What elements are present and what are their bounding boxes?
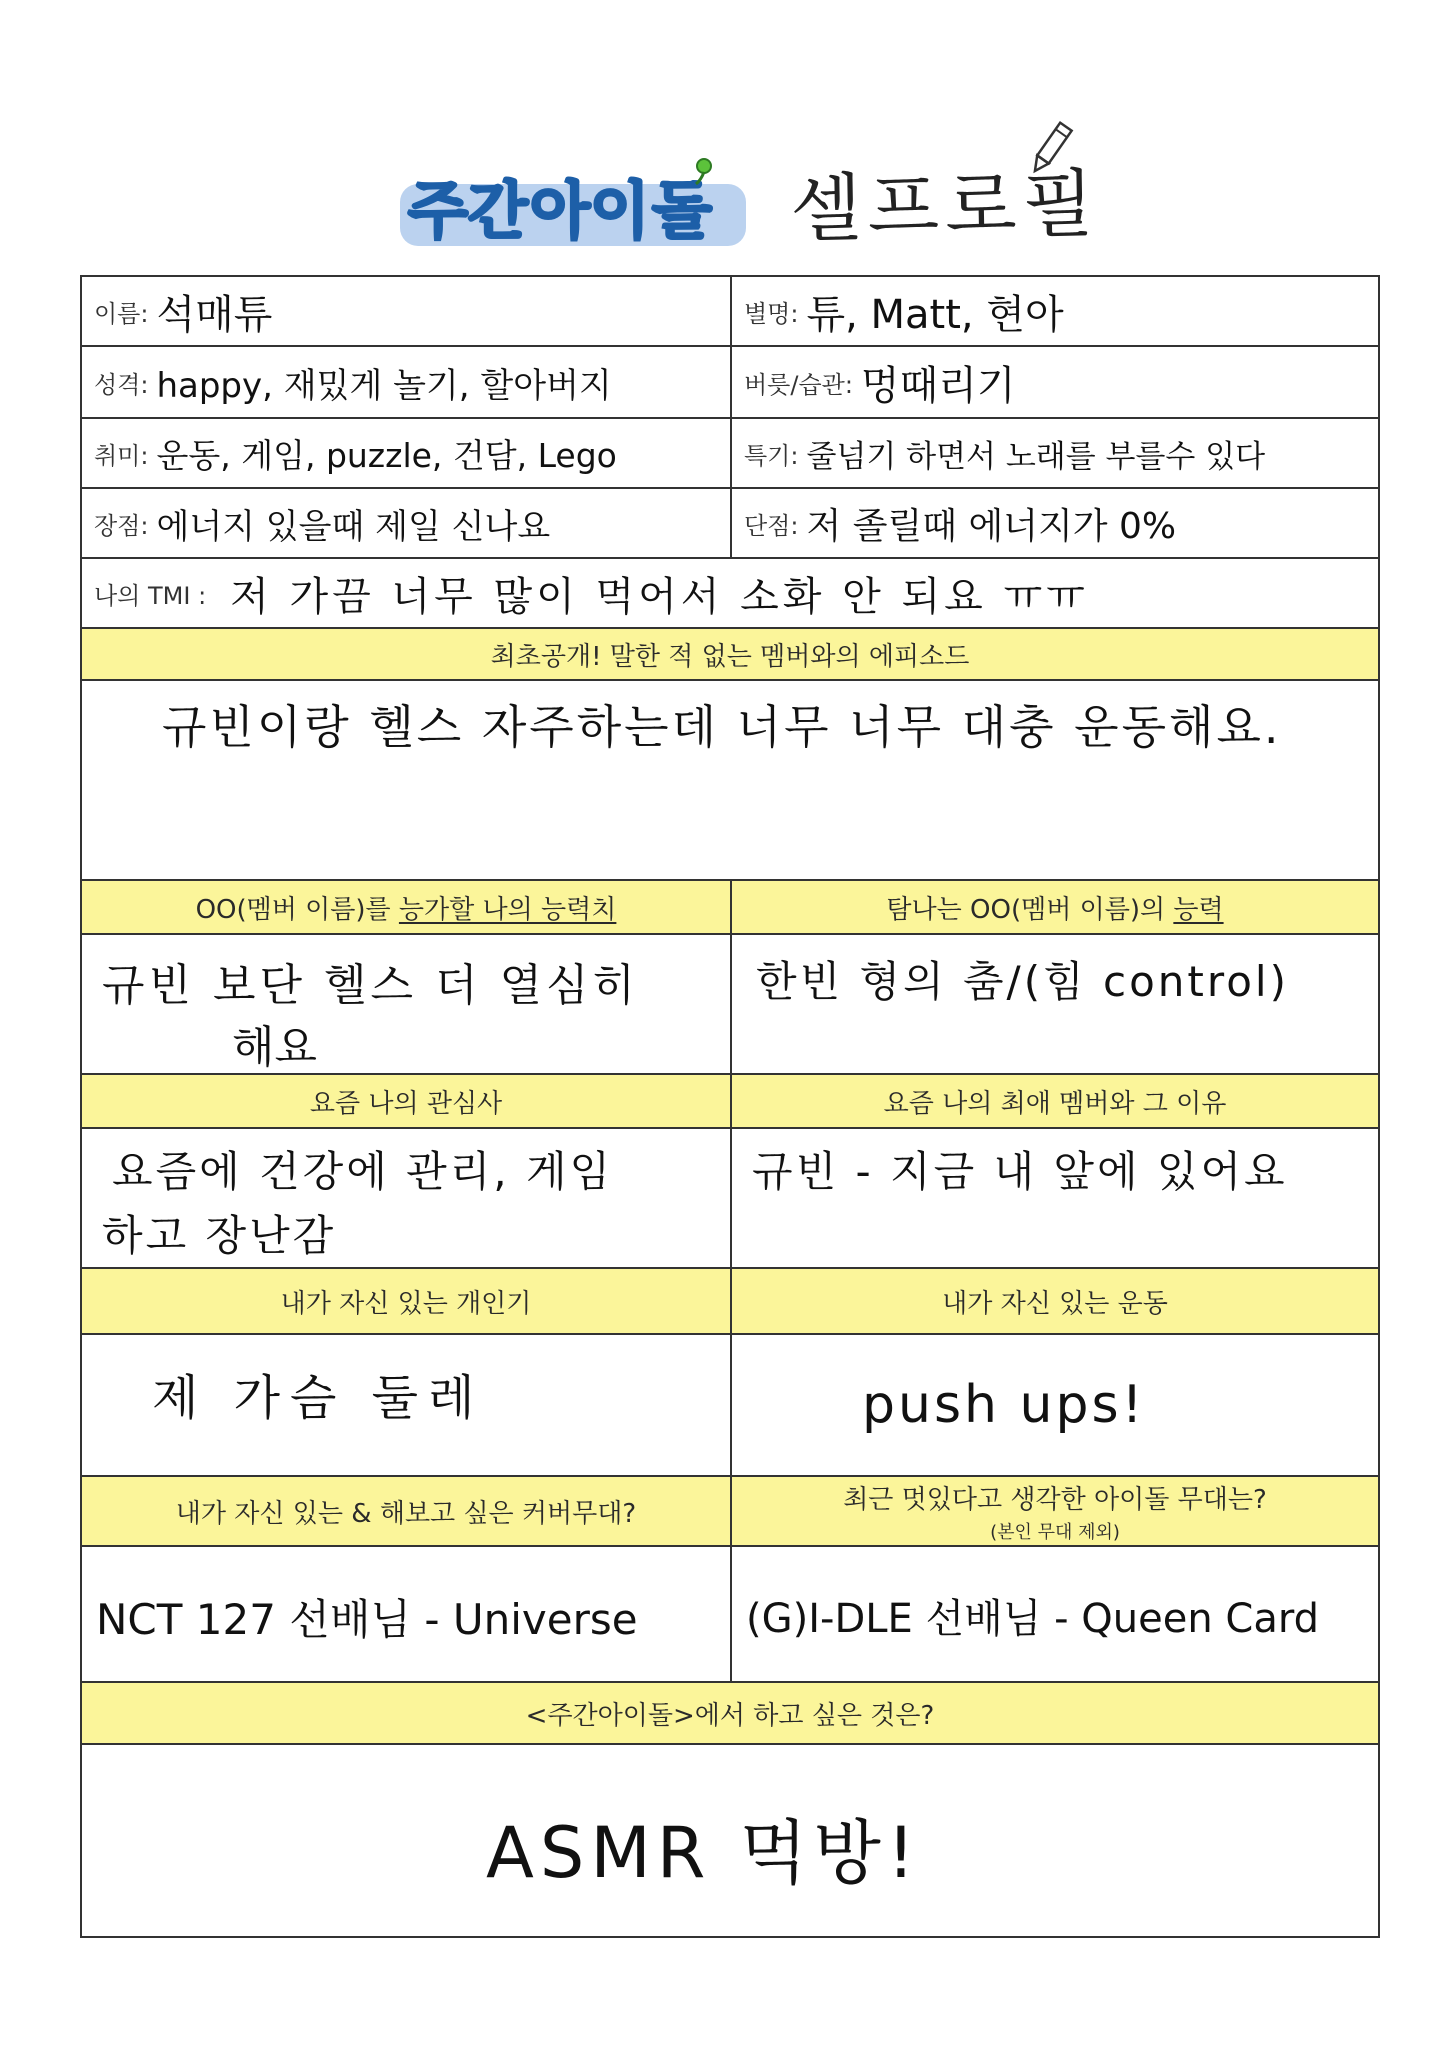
pencil-icon	[1028, 118, 1074, 178]
exercise-value-cell	[732, 1335, 1378, 1475]
row-interests-value	[82, 1129, 1378, 1269]
talent-label: 특기:	[744, 441, 799, 470]
surpass-ability-label-underlined: 능가할 나의 능력치	[398, 894, 617, 925]
row-episode-label	[82, 629, 1378, 681]
habit-cell	[732, 347, 1378, 417]
strength-label: 장점:	[94, 511, 149, 540]
surpass-ability-value-line1: 규빈 보단 헬스 더 열심히	[102, 960, 639, 1011]
talent-cell	[732, 419, 1378, 487]
logo-text-middle: 아이	[530, 174, 650, 247]
surpass-ability-value-line2: 해요	[232, 1022, 318, 1073]
recent-stage-value-cell	[732, 1547, 1378, 1681]
wish-value: ASMR 먹방!	[486, 1812, 921, 1894]
weakness-value: 저 졸릴때 에너지가 0%	[806, 505, 1177, 547]
episode-value-cell	[82, 681, 1378, 879]
name-value: 석매튜	[156, 291, 273, 338]
recent-stage-label-text: 최근 멋있다고 생각한 아이돌 무대는?	[843, 1484, 1267, 1515]
tmi-cell	[82, 559, 1378, 627]
profile-sheet	[80, 275, 1380, 1938]
habit-label: 버릇/습관:	[744, 370, 853, 399]
row-skills-value	[82, 1335, 1378, 1477]
recent-stage-label	[732, 1477, 1378, 1545]
page-title: 셀프로필	[789, 161, 1101, 253]
row-wish-value	[82, 1745, 1378, 1936]
interest-label-text: 요즘 나의 관심사	[309, 1088, 503, 1119]
recent-stage-sublabel: (본인 무대 제외)	[990, 1521, 1120, 1543]
covet-ability-label-prefix: 탐나는 OO(멤버 이름)의	[886, 894, 1174, 925]
covet-ability-value: 한빈 형의 춤/(힘 control)	[756, 957, 1289, 1006]
surpass-ability-label	[82, 881, 732, 933]
strength-cell	[82, 489, 732, 557]
row-wish-label	[82, 1683, 1378, 1745]
personal-skill-label	[82, 1269, 732, 1333]
surpass-ability-value-cell	[82, 935, 732, 1073]
cover-stage-value-cell	[82, 1547, 732, 1681]
talent-value: 줄넘기 하면서 노래를 부를수 있다	[806, 438, 1266, 475]
covet-ability-label	[732, 881, 1378, 933]
interest-value-cell	[82, 1129, 732, 1267]
name-cell	[82, 277, 732, 345]
row-abilities-label	[82, 881, 1378, 935]
episode-label-text: 최초공개! 말한 적 없는 멤버와의 에피소드	[490, 641, 970, 672]
favorite-member-label-text: 요즘 나의 최애 멤버와 그 이유	[883, 1088, 1227, 1119]
weakness-cell	[732, 489, 1378, 557]
row-name	[82, 277, 1378, 347]
cover-stage-label	[82, 1477, 732, 1545]
exercise-label	[732, 1269, 1378, 1333]
interest-value-line1: 요즘에 건강에 관리, 게임	[112, 1147, 614, 1196]
tmi-label: 나의 TMI :	[94, 581, 207, 610]
row-stages-label	[82, 1477, 1378, 1547]
personality-label: 성격:	[94, 370, 149, 399]
row-strength	[82, 489, 1378, 559]
wish-label	[82, 1683, 1378, 1743]
nickname-label: 별명:	[744, 299, 799, 328]
habit-value: 멍때리기	[860, 362, 1016, 409]
recent-stage-value: (G)I-DLE 선배님 - Queen Card	[746, 1596, 1319, 1642]
favorite-member-value: 규빈 - 지금 내 앞에 있어요	[752, 1147, 1288, 1196]
hobby-label: 취미:	[94, 441, 149, 470]
exercise-value: push ups!	[862, 1375, 1146, 1435]
personal-skill-value-cell	[82, 1335, 732, 1475]
logo-text-left: 주간	[408, 174, 528, 247]
row-stages-value	[82, 1547, 1378, 1683]
row-skills-label	[82, 1269, 1378, 1335]
row-abilities-value	[82, 935, 1378, 1075]
surpass-ability-label-prefix: OO(멤버 이름)를	[195, 894, 399, 925]
row-interests-label	[82, 1075, 1378, 1129]
episode-label	[82, 629, 1378, 679]
wish-value-cell	[82, 1745, 1378, 1936]
nickname-cell	[732, 277, 1378, 345]
interest-value-line2: 하고 장난감	[102, 1211, 337, 1260]
covet-ability-value-cell	[732, 935, 1378, 1073]
cover-stage-value: NCT 127 선배님 - Universe	[96, 1595, 638, 1644]
row-episode-value	[82, 681, 1378, 881]
logo-text-right: 돌	[652, 174, 712, 247]
personality-cell	[82, 347, 732, 417]
episode-value: 규빈이랑 헬스 자주하는데 너무 너무 대충 운동해요.	[162, 700, 1282, 754]
favorite-member-label	[732, 1075, 1378, 1127]
personal-skill-value: 제 가슴 둘레	[152, 1370, 485, 1426]
personal-skill-label-text: 내가 자신 있는 개인기	[280, 1288, 532, 1319]
personality-value: happy, 재밌게 놀기, 할아버지	[156, 365, 612, 406]
row-hobby	[82, 419, 1378, 489]
covet-ability-label-underlined: 능력	[1173, 894, 1224, 925]
wish-label-text: <주간아이돌>에서 하고 싶은 것은?	[525, 1700, 935, 1731]
name-label: 이름:	[94, 299, 149, 328]
weakness-label: 단점:	[744, 511, 799, 540]
exercise-label-text: 내가 자신 있는 운동	[942, 1288, 1168, 1319]
interest-label	[82, 1075, 732, 1127]
nickname-value: 튜, Matt, 현아	[806, 291, 1064, 338]
strength-value: 에너지 있을때 제일 신나요	[156, 506, 551, 547]
favorite-member-value-cell	[732, 1129, 1378, 1267]
cover-stage-label-text: 내가 자신 있는 & 해보고 싶은 커버무대?	[175, 1498, 637, 1529]
row-personality	[82, 347, 1378, 419]
tmi-value: 저 가끔 너무 많이 먹어서 소화 안 되요 ㅠㅠ	[230, 573, 1089, 620]
show-logo	[398, 150, 748, 255]
row-tmi	[82, 559, 1378, 629]
hobby-value: 운동, 게임, puzzle, 건담, Lego	[156, 435, 617, 475]
hobby-cell	[82, 419, 732, 487]
